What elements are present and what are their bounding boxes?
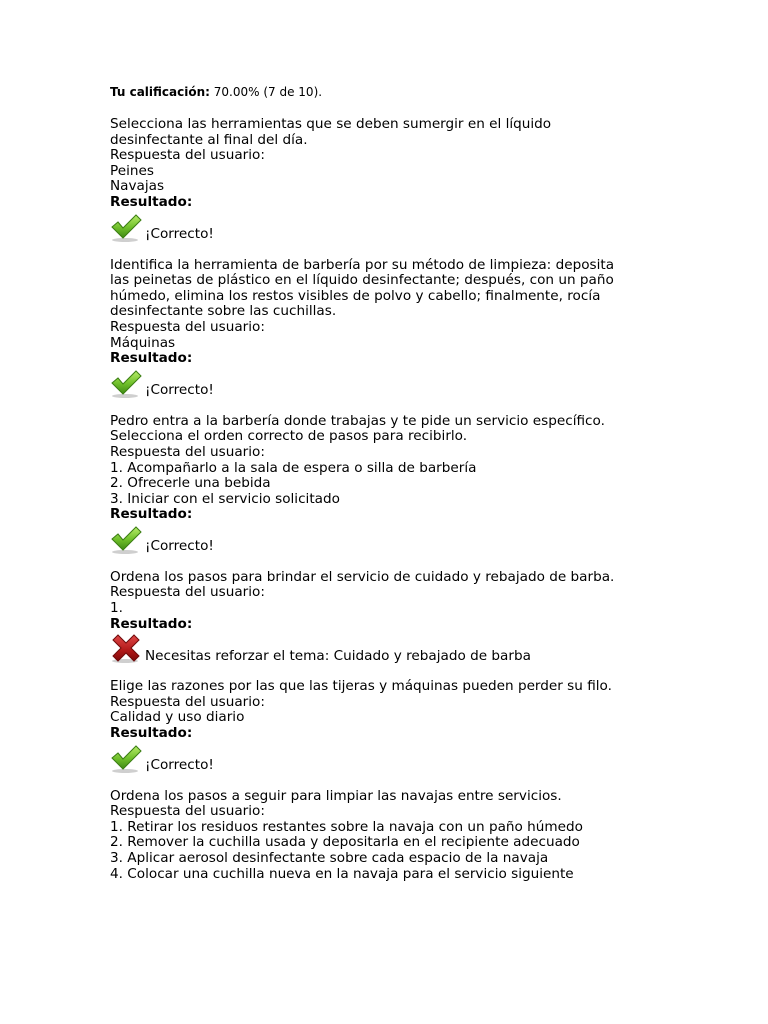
result-label: Resultado: bbox=[110, 193, 193, 210]
user-answer: Calidad y uso diario bbox=[110, 709, 245, 726]
question-text: desinfectante sobre las cuchillas. bbox=[110, 303, 337, 320]
answer-label: Respuesta del usuario: bbox=[110, 693, 265, 710]
question-text: Ordena los pasos para brindar el servicio de cuidado y rebajado de barba. bbox=[110, 568, 615, 585]
check-icon bbox=[110, 369, 142, 399]
question-text: las peinetas de plástico en el líquido desinfectante; después, con un paño bbox=[110, 272, 614, 289]
question-block bbox=[110, 117, 670, 243]
user-answer: 4. Colocar una cuchilla nueva en la navaja para el servicio siguiente bbox=[110, 865, 574, 882]
user-answer: 2. Remover la cuchilla usada y depositarla en el recipiente adecuado bbox=[110, 834, 580, 851]
user-answer: 1. Retirar los residuos restantes sobre la navaja con un paño húmedo bbox=[110, 818, 583, 835]
result-label: Resultado: bbox=[110, 350, 193, 367]
question-block bbox=[110, 570, 670, 664]
grade-value: 70.00% (7 de 10). bbox=[213, 85, 323, 99]
result-label: Resultado: bbox=[110, 615, 193, 632]
result-label: Resultado: bbox=[110, 506, 193, 523]
result-row bbox=[110, 212, 670, 243]
question-text: Elige las razones por las que las tijeras y máquinas pueden perder su filo. bbox=[110, 678, 612, 695]
user-answer: Máquinas bbox=[110, 334, 176, 351]
answer-label: Respuesta del usuario: bbox=[110, 584, 265, 601]
answer-label: Respuesta del usuario: bbox=[110, 443, 265, 460]
question-text: Selecciona las herramientas que se deben sumergir en el líquido bbox=[110, 116, 552, 132]
result-row bbox=[110, 524, 670, 555]
result-text: Necesitas reforzar el tema: Cuidado y rebajado de barba bbox=[145, 647, 531, 664]
user-answer: Navajas bbox=[110, 178, 165, 195]
question-text: desinfectante al final del día. bbox=[110, 131, 308, 148]
question-block bbox=[110, 679, 670, 773]
question-text: húmedo, elimina los restos visibles de polvo y cabello; finalmente, rocía bbox=[110, 287, 601, 304]
answer-label: Respuesta del usuario: bbox=[110, 803, 265, 820]
question-block bbox=[110, 258, 670, 399]
check-icon bbox=[110, 213, 142, 243]
user-answer: 3. Iniciar con el servicio solicitado bbox=[110, 490, 340, 507]
result-label: Resultado: bbox=[110, 725, 193, 742]
question-block bbox=[110, 414, 670, 555]
question-text: Ordena los pasos a seguir para limpiar las navajas entre servicios. bbox=[110, 787, 562, 804]
user-answer: 3. Aplicar aerosol desinfectante sobre cada espacio de la navaja bbox=[110, 850, 549, 866]
answer-label: Respuesta del usuario: bbox=[110, 147, 265, 164]
question-block bbox=[110, 789, 670, 883]
result-text: ¡Correcto! bbox=[145, 757, 214, 774]
user-answer: 1. Acompañarlo a la sala de espera o silla de barbería bbox=[110, 459, 477, 476]
check-icon bbox=[110, 525, 142, 555]
result-text: ¡Correcto! bbox=[145, 538, 214, 555]
grade-summary bbox=[110, 84, 670, 100]
user-answer: 2. Ofrecerle una bebida bbox=[110, 475, 271, 492]
question-list bbox=[110, 117, 670, 882]
result-row bbox=[110, 368, 670, 399]
result-row bbox=[110, 633, 670, 664]
user-answer: 1. bbox=[110, 600, 123, 617]
question-text: Identifica la herramienta de barbería por su método de limpieza: deposita bbox=[110, 256, 615, 273]
question-text: Pedro entra a la barbería donde trabajas y te pide un servicio específico. bbox=[110, 412, 605, 429]
result-text: ¡Correcto! bbox=[145, 225, 214, 242]
user-answer: Peines bbox=[110, 162, 154, 179]
grade-label: Tu calificación: bbox=[110, 85, 210, 99]
question-text: Selecciona el orden correcto de pasos para recibirlo. bbox=[110, 428, 468, 445]
answer-label: Respuesta del usuario: bbox=[110, 318, 265, 335]
cross-icon bbox=[110, 634, 142, 664]
quiz-results bbox=[110, 84, 670, 897]
result-text: ¡Correcto! bbox=[145, 382, 214, 399]
result-row bbox=[110, 743, 670, 774]
check-icon bbox=[110, 744, 142, 774]
